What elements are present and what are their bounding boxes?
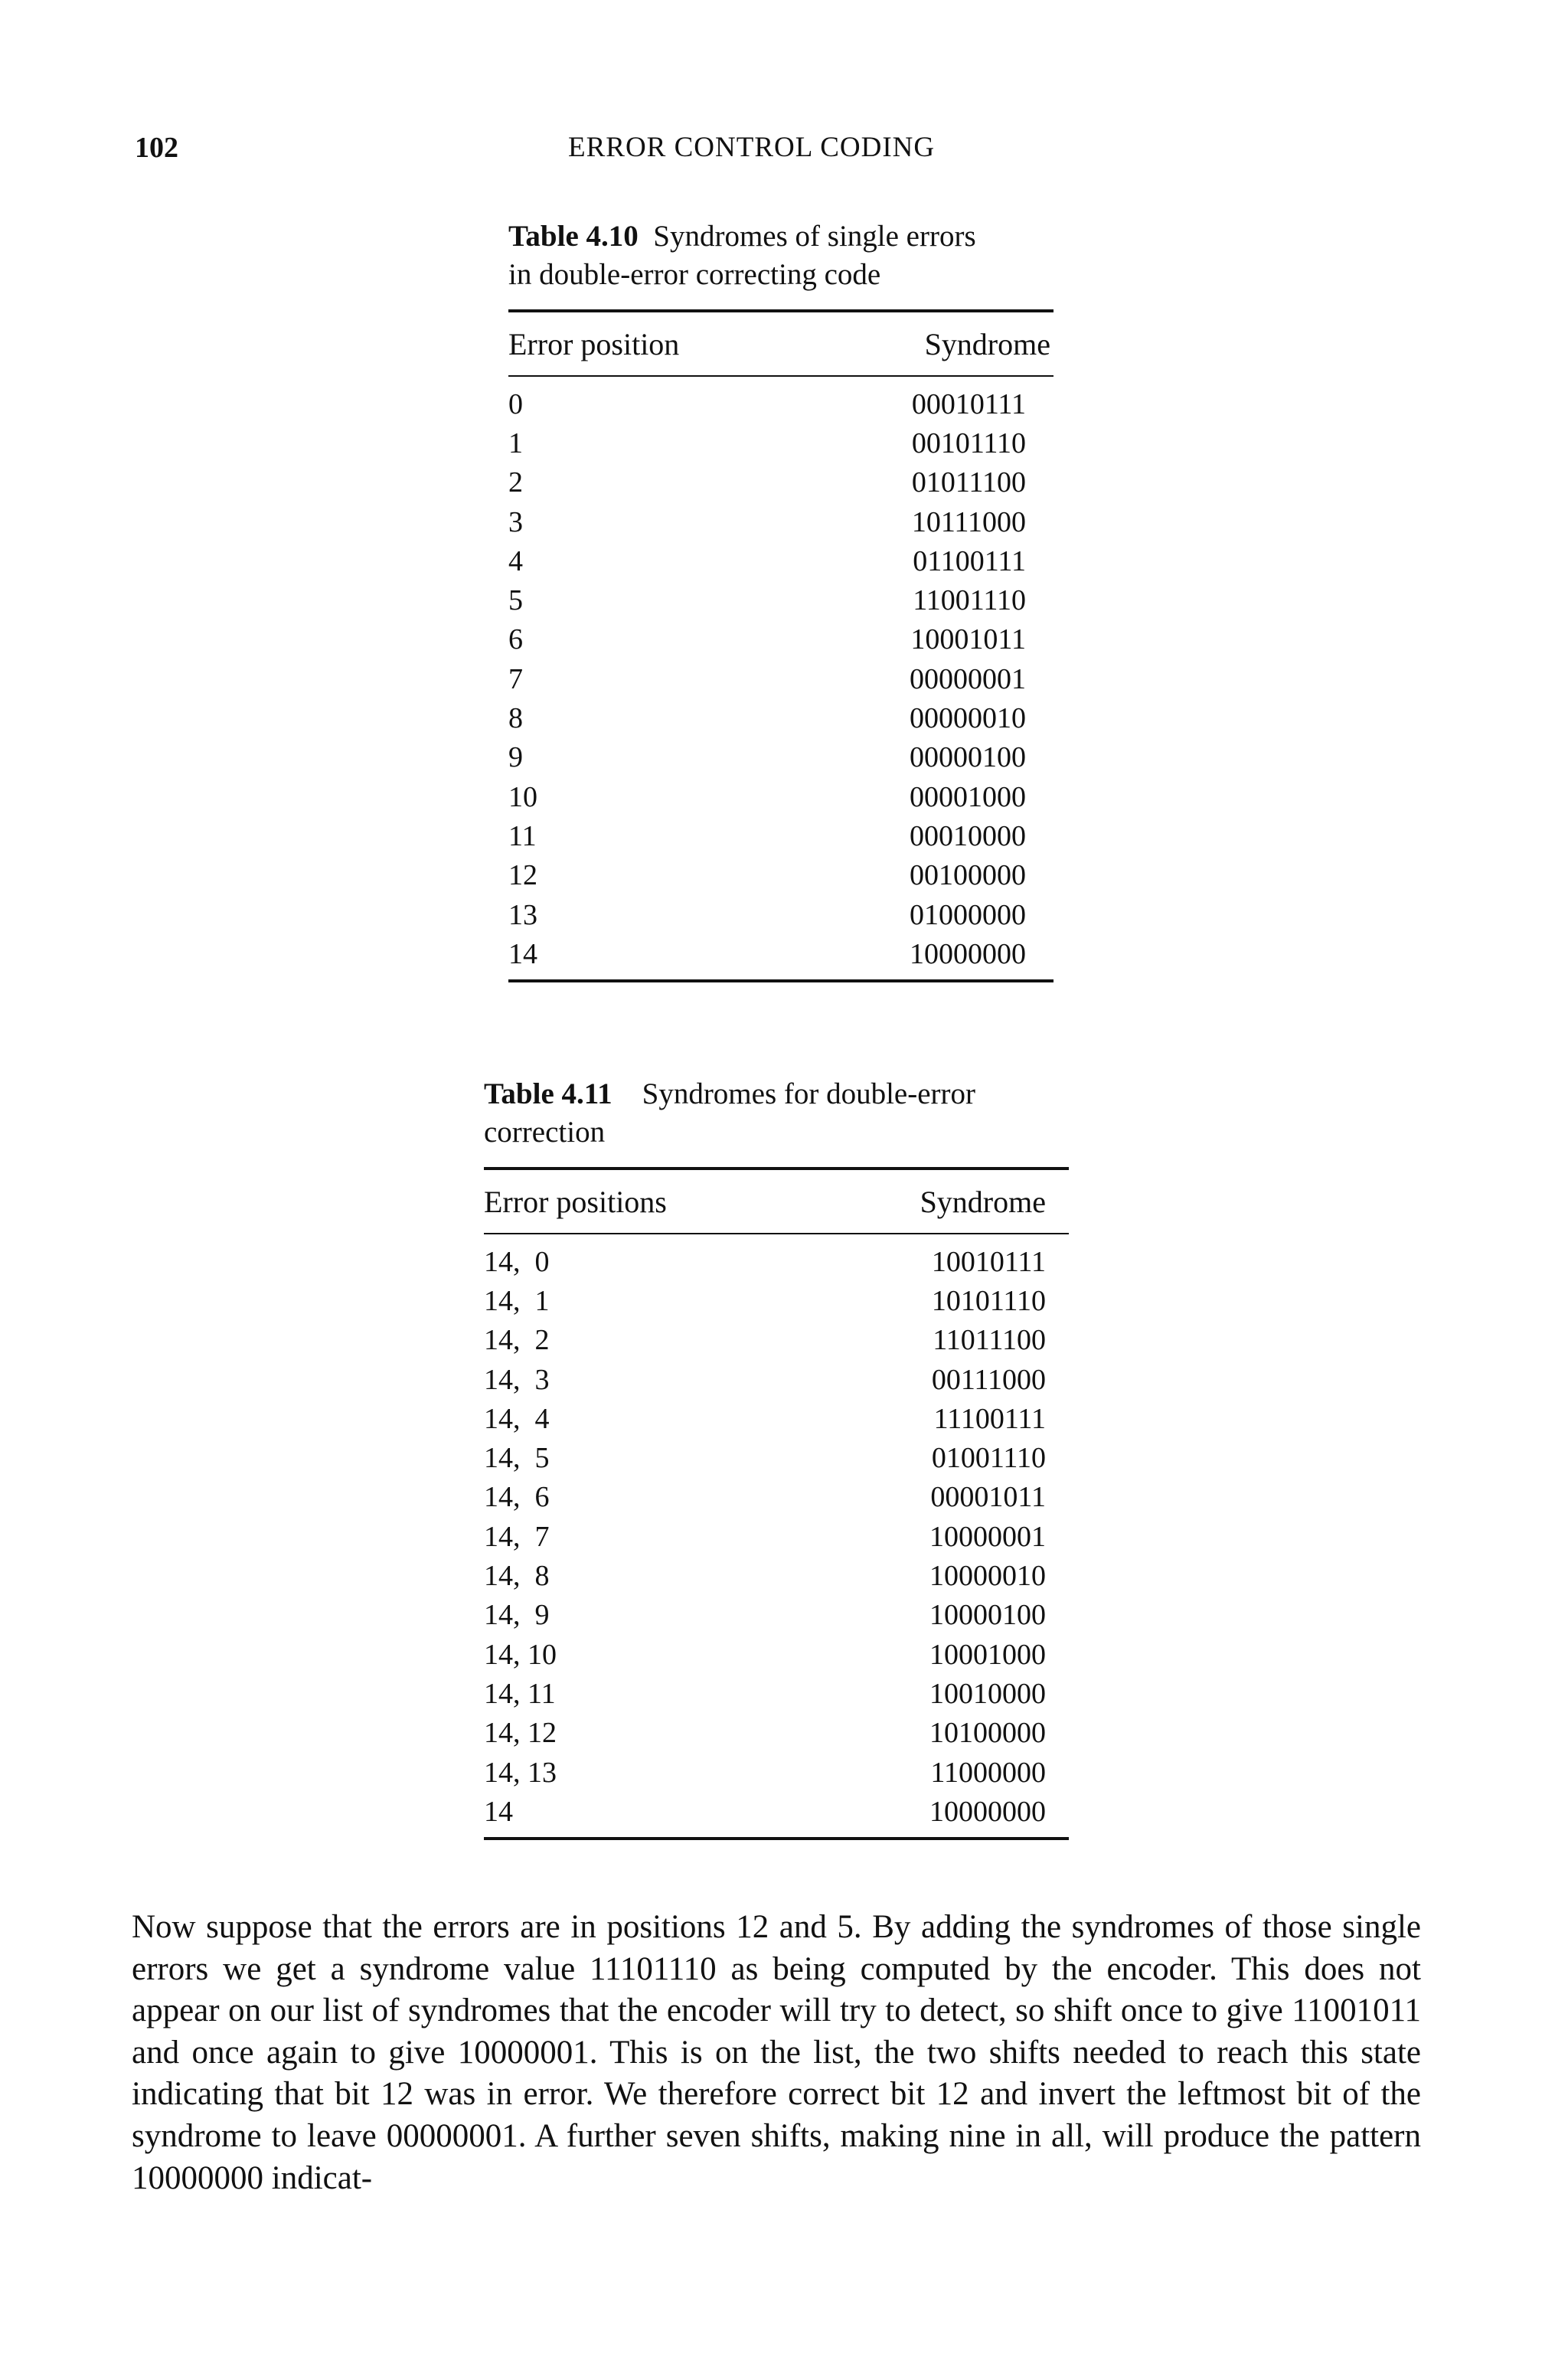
error-position-cell: 9 bbox=[508, 741, 523, 774]
table-row bbox=[484, 1399, 1069, 1438]
syndrome-cell: 10000001 bbox=[929, 1520, 1046, 1553]
running-head: ERROR CONTROL CODING bbox=[568, 132, 936, 163]
table-row bbox=[484, 1792, 1069, 1831]
table-label: Table 4.10 bbox=[508, 220, 639, 253]
error-position-cell: 4 bbox=[508, 544, 523, 577]
table-4-11 bbox=[484, 1075, 1069, 1840]
error-position-cell: 14, 8 bbox=[484, 1560, 550, 1593]
error-position-cell: 14, 9 bbox=[484, 1599, 550, 1632]
column-header-syndrome: Syndrome bbox=[924, 327, 1050, 361]
syndrome-cell: 10010000 bbox=[929, 1677, 1046, 1710]
error-position-cell: 14 bbox=[508, 937, 537, 970]
table-label: Table 4.11 bbox=[484, 1077, 612, 1110]
table-row bbox=[484, 1635, 1069, 1674]
table-row bbox=[508, 738, 1054, 777]
table-row bbox=[508, 934, 1054, 973]
error-position-cell: 12 bbox=[508, 859, 537, 892]
column-header-error-position: Error position bbox=[508, 327, 680, 361]
syndrome-cell: 10001011 bbox=[910, 623, 1026, 656]
table-row bbox=[508, 777, 1054, 816]
table-row bbox=[508, 620, 1054, 659]
syndrome-cell: 00101110 bbox=[911, 427, 1026, 459]
caption-text-line2: in double-error correcting code bbox=[508, 258, 881, 291]
column-header-error-positions: Error positions bbox=[484, 1185, 667, 1219]
error-position-cell: 14, 10 bbox=[484, 1638, 557, 1671]
error-position-cell: 5 bbox=[508, 584, 523, 617]
table-caption bbox=[508, 217, 1054, 294]
syndrome-cell: 11100111 bbox=[933, 1402, 1046, 1435]
error-position-cell: 14, 6 bbox=[484, 1481, 550, 1514]
column-headers bbox=[484, 1170, 1069, 1233]
table-row bbox=[508, 463, 1054, 502]
table-row bbox=[484, 1753, 1069, 1792]
syndrome-cell: 10101110 bbox=[931, 1284, 1046, 1317]
page-number: 102 bbox=[135, 132, 178, 164]
error-position-cell: 2 bbox=[508, 466, 523, 499]
syndrome-cell: 11011100 bbox=[933, 1324, 1046, 1357]
syndrome-cell: 01100111 bbox=[913, 544, 1026, 577]
table-row bbox=[508, 384, 1054, 423]
syndrome-cell: 10000000 bbox=[910, 937, 1026, 970]
error-position-cell: 14, 11 bbox=[484, 1677, 556, 1710]
error-position-cell: 14, 7 bbox=[484, 1520, 550, 1553]
table-caption bbox=[484, 1075, 1069, 1152]
table-row bbox=[484, 1556, 1069, 1595]
table-row bbox=[484, 1596, 1069, 1635]
syndrome-cell: 00000100 bbox=[910, 741, 1026, 774]
syndrome-cell: 00000010 bbox=[910, 702, 1026, 735]
table-row bbox=[508, 502, 1054, 541]
table-row bbox=[484, 1438, 1069, 1477]
column-headers bbox=[508, 312, 1054, 375]
table-row bbox=[508, 698, 1054, 737]
table-row bbox=[508, 423, 1054, 463]
syndrome-cell: 01000000 bbox=[910, 898, 1026, 931]
syndrome-cell: 00000001 bbox=[910, 662, 1026, 695]
table-row bbox=[484, 1517, 1069, 1556]
table-4-10 bbox=[508, 217, 1054, 982]
syndrome-cell: 00111000 bbox=[931, 1363, 1046, 1396]
column-header-syndrome: Syndrome bbox=[920, 1185, 1046, 1219]
table-row bbox=[484, 1714, 1069, 1753]
syndrome-cell: 10000000 bbox=[929, 1795, 1046, 1828]
error-position-cell: 8 bbox=[508, 702, 523, 735]
syndrome-cell: 00010111 bbox=[911, 387, 1026, 420]
table-row bbox=[508, 856, 1054, 895]
table-row bbox=[484, 1281, 1069, 1320]
table-row bbox=[484, 1674, 1069, 1713]
table-body bbox=[508, 377, 1054, 976]
table-row bbox=[508, 895, 1054, 934]
error-position-cell: 14 bbox=[484, 1795, 513, 1828]
table-row bbox=[508, 541, 1054, 580]
table-row bbox=[508, 659, 1054, 698]
error-position-cell: 11 bbox=[508, 819, 537, 852]
error-position-cell: 14, 3 bbox=[484, 1363, 550, 1396]
table-row bbox=[484, 1360, 1069, 1399]
caption-text-line2: correction bbox=[484, 1116, 606, 1149]
syndrome-cell: 10001000 bbox=[929, 1638, 1046, 1671]
table-body bbox=[484, 1234, 1069, 1834]
caption-text: Syndromes for double-error bbox=[642, 1077, 976, 1110]
error-position-cell: 14, 13 bbox=[484, 1756, 557, 1789]
error-position-cell: 0 bbox=[508, 387, 523, 420]
syndrome-cell: 11000000 bbox=[930, 1756, 1046, 1789]
syndrome-cell: 00100000 bbox=[910, 859, 1026, 892]
syndrome-cell: 10100000 bbox=[929, 1717, 1046, 1750]
bottom-rule bbox=[484, 1837, 1069, 1840]
error-position-cell: 14, 2 bbox=[484, 1324, 550, 1357]
error-position-cell: 14, 4 bbox=[484, 1402, 550, 1435]
syndrome-cell: 10000010 bbox=[929, 1560, 1046, 1593]
error-position-cell: 7 bbox=[508, 662, 523, 695]
error-position-cell: 14, 12 bbox=[484, 1717, 557, 1750]
error-position-cell: 6 bbox=[508, 623, 523, 656]
syndrome-cell: 10000100 bbox=[929, 1599, 1046, 1632]
table-row bbox=[484, 1478, 1069, 1517]
syndrome-cell: 00001011 bbox=[930, 1481, 1046, 1514]
syndrome-cell: 00001000 bbox=[910, 780, 1026, 813]
syndrome-cell: 00010000 bbox=[910, 819, 1026, 852]
error-position-cell: 10 bbox=[508, 780, 537, 813]
error-position-cell: 3 bbox=[508, 505, 523, 538]
syndrome-cell: 10010111 bbox=[931, 1245, 1046, 1278]
syndrome-cell: 01001110 bbox=[931, 1442, 1046, 1475]
error-position-cell: 13 bbox=[508, 898, 537, 931]
error-position-cell: 1 bbox=[508, 427, 523, 459]
syndrome-cell: 01011100 bbox=[911, 466, 1026, 499]
caption-text: Syndromes of single errors bbox=[653, 220, 976, 253]
error-position-cell: 14, 5 bbox=[484, 1442, 550, 1475]
table-row bbox=[508, 816, 1054, 855]
syndrome-cell: 10111000 bbox=[911, 505, 1026, 538]
body-paragraph: Now suppose that the errors are in positions 12 and 5. By adding the syndromes of those single errors we get a syndrome value 11101110 as being computed by the encoder. This does not appear on our list of syndromes that the encoder will try to detect, so shift once to give 11001011 and once again to give 10000001. This is on the list, the two shifts needed to reach this state indicating that bit 12 was in error. We therefore correct bit 12 and invert the leftmost bit of the syndrome to leave 00000001. A further seven shifts, making nine in all, will produce the pattern 10000000 indicat- bbox=[132, 1909, 1421, 2196]
bottom-rule bbox=[508, 979, 1054, 982]
table-row bbox=[484, 1321, 1069, 1360]
table-row bbox=[484, 1242, 1069, 1281]
syndrome-cell: 11001110 bbox=[913, 584, 1026, 617]
error-position-cell: 14, 1 bbox=[484, 1284, 550, 1317]
error-position-cell: 14, 0 bbox=[484, 1245, 550, 1278]
table-row bbox=[508, 580, 1054, 619]
